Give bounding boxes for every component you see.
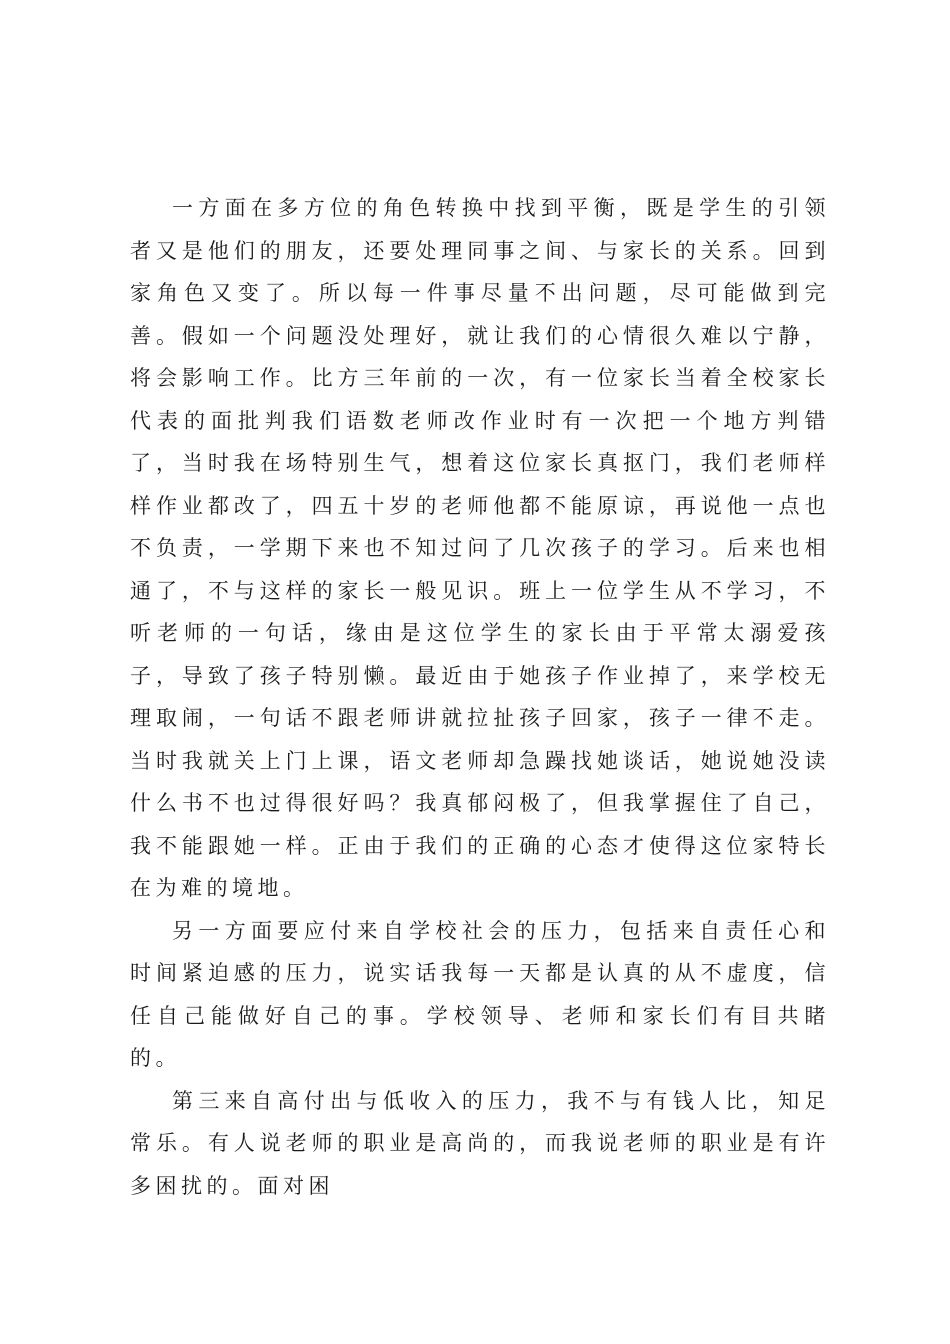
- paragraph-2: 另一方面要应付来自学校社会的压力，包括来自责任心和时间紧迫感的压力，说实话我每一天都是认真的从不虚度，信任自己能做好自己的事。学校领导、老师和家长们有目共睹的。: [130, 918, 830, 1070]
- paragraph-3: 第三来自高付出与低收入的压力，我不与有钱人比，知足常乐。有人说老师的职业是高尚的，而我说老师的职业是有许多困扰的。面对困: [130, 1088, 830, 1198]
- paragraph-1: 一方面在多方位的角色转换中找到平衡，既是学生的引领者又是他们的朋友，还要处理同事之间、与家长的关系。回到家角色又变了。所以每一件事尽量不出问题，尽可能做到完善。假如一个问题没处理好，就让我们的心情很久难以宁静，将会影响工作。比方三年前的一次，有一位家长当着全校家长代表的面批判我们语数老师改作业时有一次把一个地方判错了，当时我在场特别生气，想着这位家长真抠门，我们老师样样作业都改了，四五十岁的老师他都不能原谅，再说他一点也不负责，一学期下来也不知过问了几次孩子的学习。后来也相通了，不与这样的家长一般见识。班上一位学生从不学习，不听老师的一句话，缘由是这位学生的家长由于平常太溺爱孩子，导致了孩子特别懒。最近由于她孩子作业掉了，来学校无理取闹，一句话不跟老师讲就拉扯孩子回家，孩子一律不走。当时我就关上门上课，语文老师却急躁找她谈话，她说她没读什么书不也过得很好吗？我真郁闷极了，但我掌握住了自己，我不能跟她一样。正由于我们的正确的心态才使得这位家特长在为难的境地。: [130, 196, 830, 900]
- document-body: [130, 187, 830, 1207]
